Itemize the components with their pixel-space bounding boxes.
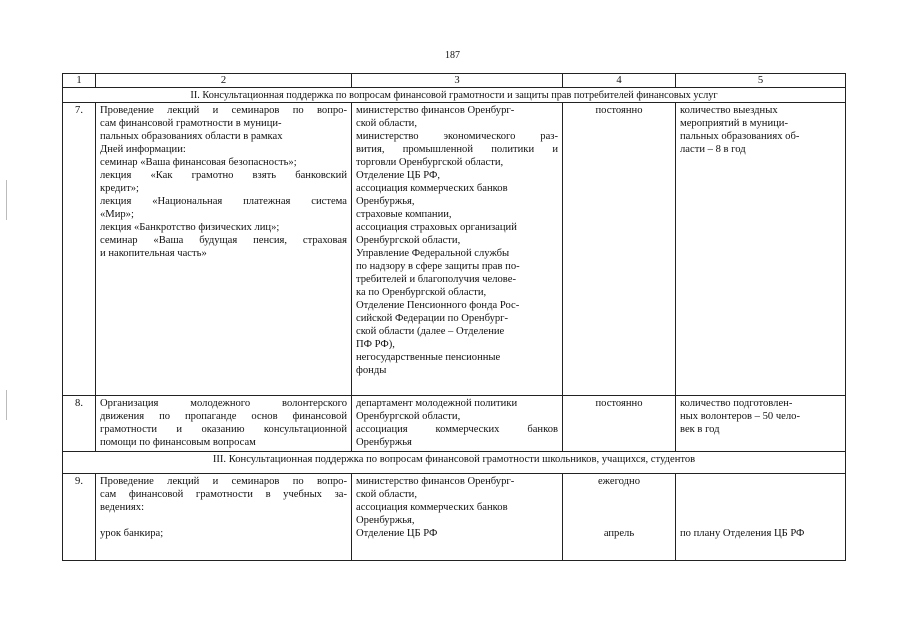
spacer [567, 488, 671, 501]
text-line: кредит»; [100, 183, 139, 194]
text-line: Отделение Пенсионного фонда Рос- [356, 300, 520, 311]
text-line: ласти – 8 в год [680, 144, 746, 155]
table-row [63, 474, 846, 561]
text-line: ской области, [356, 118, 417, 129]
text-line: лекция «Как грамотно взять банковский [100, 170, 347, 181]
text-line: Оренбуржья [356, 437, 412, 448]
text-line: по надзору в сфере защиты прав по- [356, 261, 520, 272]
header-col-3: 3 [352, 74, 563, 88]
spacer [567, 501, 671, 514]
executors-cell [352, 396, 563, 452]
section-heading-row [63, 452, 846, 474]
text-line: вития, промышленной политики и [356, 144, 558, 155]
text-line: и накопительная часть» [100, 248, 207, 259]
spacer [680, 501, 841, 514]
spacer [680, 514, 841, 527]
text-line: помощи по финансовым вопросам [100, 437, 256, 448]
text-line: пальных образованиях об- [680, 131, 800, 142]
indicator-cell [676, 474, 846, 561]
executors-cell [352, 103, 563, 396]
text-line: Отделение ЦБ РФ, [356, 170, 441, 181]
text-line: Организация молодежного волонтерского [100, 398, 347, 409]
text-line: страховые компании, [356, 209, 452, 220]
section-heading-row [63, 88, 846, 103]
indicator-cell [676, 396, 846, 452]
header-col-1: 1 [63, 74, 96, 88]
section-3-title: III. Консультационная поддержка по вопросам финансовой грамотности школьников, учащихся, студентов [63, 452, 846, 474]
term-cell: постоянно [563, 103, 676, 396]
table-header-row [63, 74, 846, 88]
text-line: ассоциация коммерческих банков [356, 183, 508, 194]
activity-cell [96, 103, 352, 396]
spacer [100, 514, 347, 527]
text-line: Проведение лекций и семинаров по вопро- [100, 476, 347, 487]
text-line: Дней информации: [100, 144, 186, 155]
row-number: 9. [63, 474, 96, 561]
measures-table [62, 73, 846, 561]
text-line: министерство финансов Оренбург- [356, 105, 515, 116]
text-line: ассоциация коммерческих банков [356, 424, 558, 435]
text-line: по плану Отделения ЦБ РФ [680, 528, 805, 539]
row-number: 8. [63, 396, 96, 452]
text-line: ка по Оренбургской области, [356, 287, 487, 298]
text-line: Управление Федеральной службы [356, 248, 510, 259]
text-line: фонды [356, 365, 387, 376]
text-line: Оренбуржья, [356, 196, 415, 207]
text-line: апрель [603, 528, 635, 539]
table-row [63, 103, 846, 396]
text-line: век в год [680, 424, 720, 435]
text-line: Отделение ЦБ РФ [356, 528, 438, 539]
spacer [680, 475, 841, 488]
text-line: количество выездных [680, 105, 778, 116]
text-line: семинар «Ваша будущая пенсия, страховая [100, 235, 347, 246]
text-line: министерство экономического раз- [356, 131, 558, 142]
text-line: «Мир»; [100, 209, 134, 220]
text-line: ПФ РФ), [356, 339, 395, 350]
text-line: торговли Оренбургской области, [356, 157, 504, 168]
text-line: пальных образованиях области в рамках [100, 131, 283, 142]
text-line: ской области, [356, 489, 417, 500]
activity-cell [96, 474, 352, 561]
spacer [680, 488, 841, 501]
text-line: количество подготовлен- [680, 398, 793, 409]
spacer [567, 514, 671, 527]
text-line: грамотности и оказанию консультационной [100, 424, 347, 435]
executors-cell [352, 474, 563, 561]
section-2-title: II. Консультационная поддержка по вопросам финансовой грамотности и защиты прав потребителей финансовых услуг [63, 88, 846, 103]
text-line: требителей и благополучия челове- [356, 274, 516, 285]
text-line: Оренбургской области, [356, 235, 461, 246]
text-line: семинар «Ваша финансовая безопасность»; [100, 157, 297, 168]
text-line: Оренбургской области, [356, 411, 461, 422]
text-line: лекция «Банкротство физических лиц»; [100, 222, 280, 233]
text-line: ведениях: [100, 502, 145, 513]
text-line: ных волонтеров – 50 чело- [680, 411, 800, 422]
text-line: министерство финансов Оренбург- [356, 476, 515, 487]
header-col-5: 5 [676, 74, 846, 88]
indicator-cell [676, 103, 846, 396]
scan-artifact-mark [6, 180, 7, 220]
row-number: 7. [63, 103, 96, 396]
activity-cell [96, 396, 352, 452]
text-line: ежегодно [597, 476, 640, 487]
text-line: ассоциация коммерческих банков [356, 502, 508, 513]
term-cell [563, 474, 676, 561]
text-line: лекция «Национальная платежная система [100, 196, 347, 207]
text-line: мероприятий в муници- [680, 118, 788, 129]
text-line: сийской Федерации по Оренбург- [356, 313, 509, 324]
header-col-4: 4 [563, 74, 676, 88]
term-cell: постоянно [563, 396, 676, 452]
text-line: урок банкира; [100, 528, 164, 539]
text-line: Проведение лекций и семинаров по вопро- [100, 105, 347, 116]
text-line: Оренбуржья, [356, 515, 415, 526]
page-number: 187 [445, 50, 460, 61]
text-line: департамент молодежной политики [356, 398, 518, 409]
text-line: негосударственные пенсионные [356, 352, 501, 363]
header-col-2: 2 [96, 74, 352, 88]
scan-artifact-mark [6, 390, 7, 420]
table-row [63, 396, 846, 452]
text-line: движения по пропаганде основ финансовой [100, 411, 347, 422]
text-line: ской области (далее – Отделение [356, 326, 505, 337]
text-line: ассоциация страховых организаций [356, 222, 517, 233]
text-line: сам финансовой грамотности в муници- [100, 118, 282, 129]
text-line: сам финансовой грамотности в учебных за- [100, 489, 347, 500]
